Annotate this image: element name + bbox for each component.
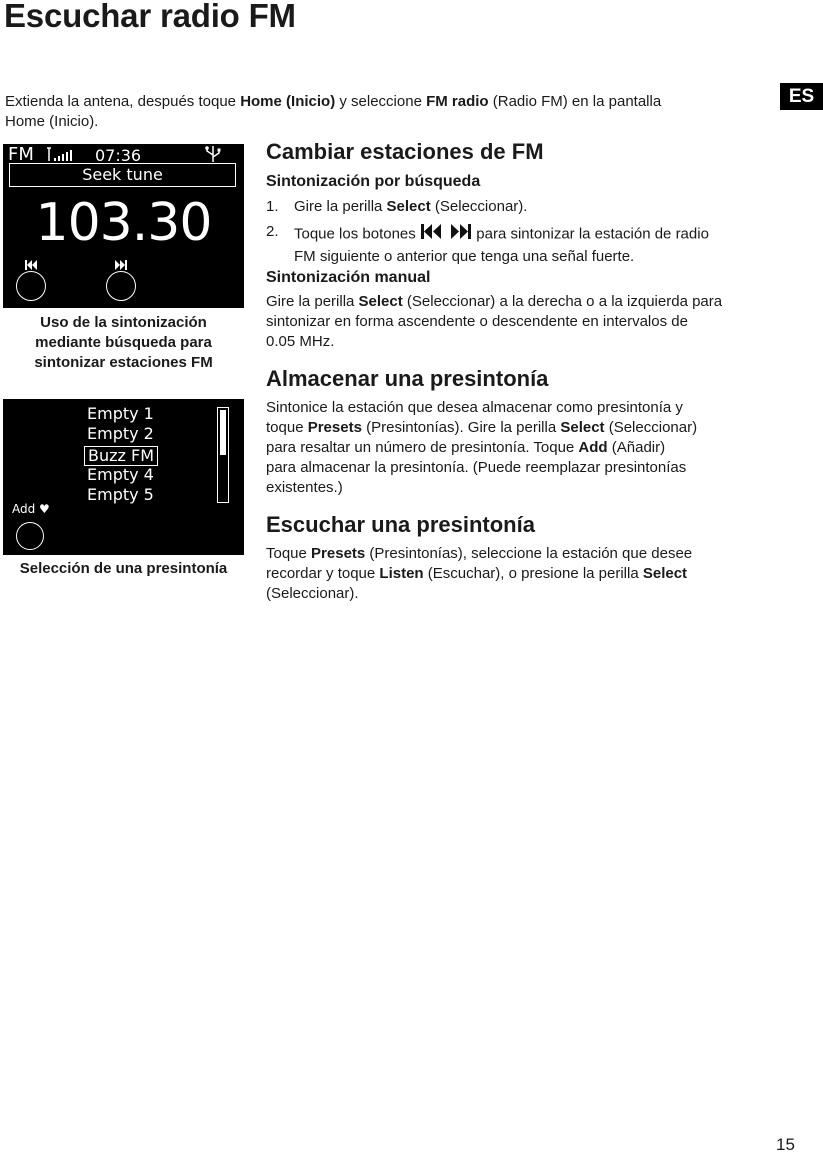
step-1: 1. Gire la perilla Select (Seleccionar). [266, 198, 528, 215]
caption-seek-tune: Uso de la sintonización mediante búsqueda para sintonizar estaciones FM [34, 314, 213, 371]
preset-item[interactable]: Empty 4 [87, 465, 154, 484]
intro-paragraph: Extienda la antena, después toque Home (Inicio) y seleccione FM radio (Radio FM) en la pantalla Home (Inicio). [5, 93, 662, 130]
scrollbar-thumb[interactable] [220, 410, 226, 455]
mode-indicator: Seek tune [9, 163, 236, 187]
listen-preset-paragraph: Toque Presets (Presintonías), seleccione la estación que desee recordar y toque Listen (Escuchar), o presione la perilla Select (Seleccionar). [266, 545, 693, 602]
previous-track-icon [420, 222, 444, 247]
preset-item[interactable]: Empty 5 [87, 485, 154, 504]
heading-almacenar-presintonia: Almacenar una presintonía [266, 366, 549, 391]
preset-item[interactable]: Empty 2 [87, 424, 154, 443]
heading-cambiar-estaciones: Cambiar estaciones de FM [266, 139, 544, 164]
preset-item[interactable]: Empty 1 [87, 404, 154, 423]
subheading-sintonizacion-busqueda: Sintonización por búsqueda [266, 173, 481, 190]
preset-item-selected[interactable]: Buzz FM [84, 446, 158, 466]
seek-tune-screen [3, 144, 244, 308]
seek-back-button[interactable] [16, 271, 46, 301]
band-label: FM [8, 144, 34, 165]
subheading-sintonizacion-manual: Sintonización manual [266, 269, 431, 286]
presets-screen [3, 399, 244, 555]
language-tab: ES [780, 83, 823, 110]
add-preset-button[interactable] [16, 522, 44, 550]
add-preset-label: Add ♥ [12, 502, 50, 516]
page-number: 15 [776, 1135, 795, 1154]
step-2: 2. Toque los botones para sintonizar la estación de radio FM siguiente o anterior que tenga una señal fuerte. [266, 223, 709, 265]
caption-presets: Selección de una presintonía [19, 560, 228, 577]
heading-escuchar-presintonia: Escuchar una presintonía [266, 512, 535, 537]
page-title: Escuchar radio FM [4, 0, 296, 34]
store-preset-paragraph: Sintonice la estación que desea almacenar como presintonía y toque Presets (Presintonías). Gire la perilla Select (Seleccionar) para resaltar un número de presintonía. Toque Add (Añadir) para almacenar la presintonía. (Puede reemplazar presintonías existentes.) [266, 399, 698, 496]
seek-forward-button[interactable] [106, 271, 136, 301]
next-track-icon [448, 222, 472, 247]
preset-scrollbar[interactable] [217, 407, 229, 503]
clock-time: 07:36 [95, 146, 142, 165]
frequency-display: 103.30 [35, 193, 212, 253]
manual-tuning-paragraph: Gire la perilla Select (Seleccionar) a la derecha o a la izquierda para sintonizar en forma ascendente o descendente en intervalos de 0.05 MHz. [266, 293, 723, 350]
